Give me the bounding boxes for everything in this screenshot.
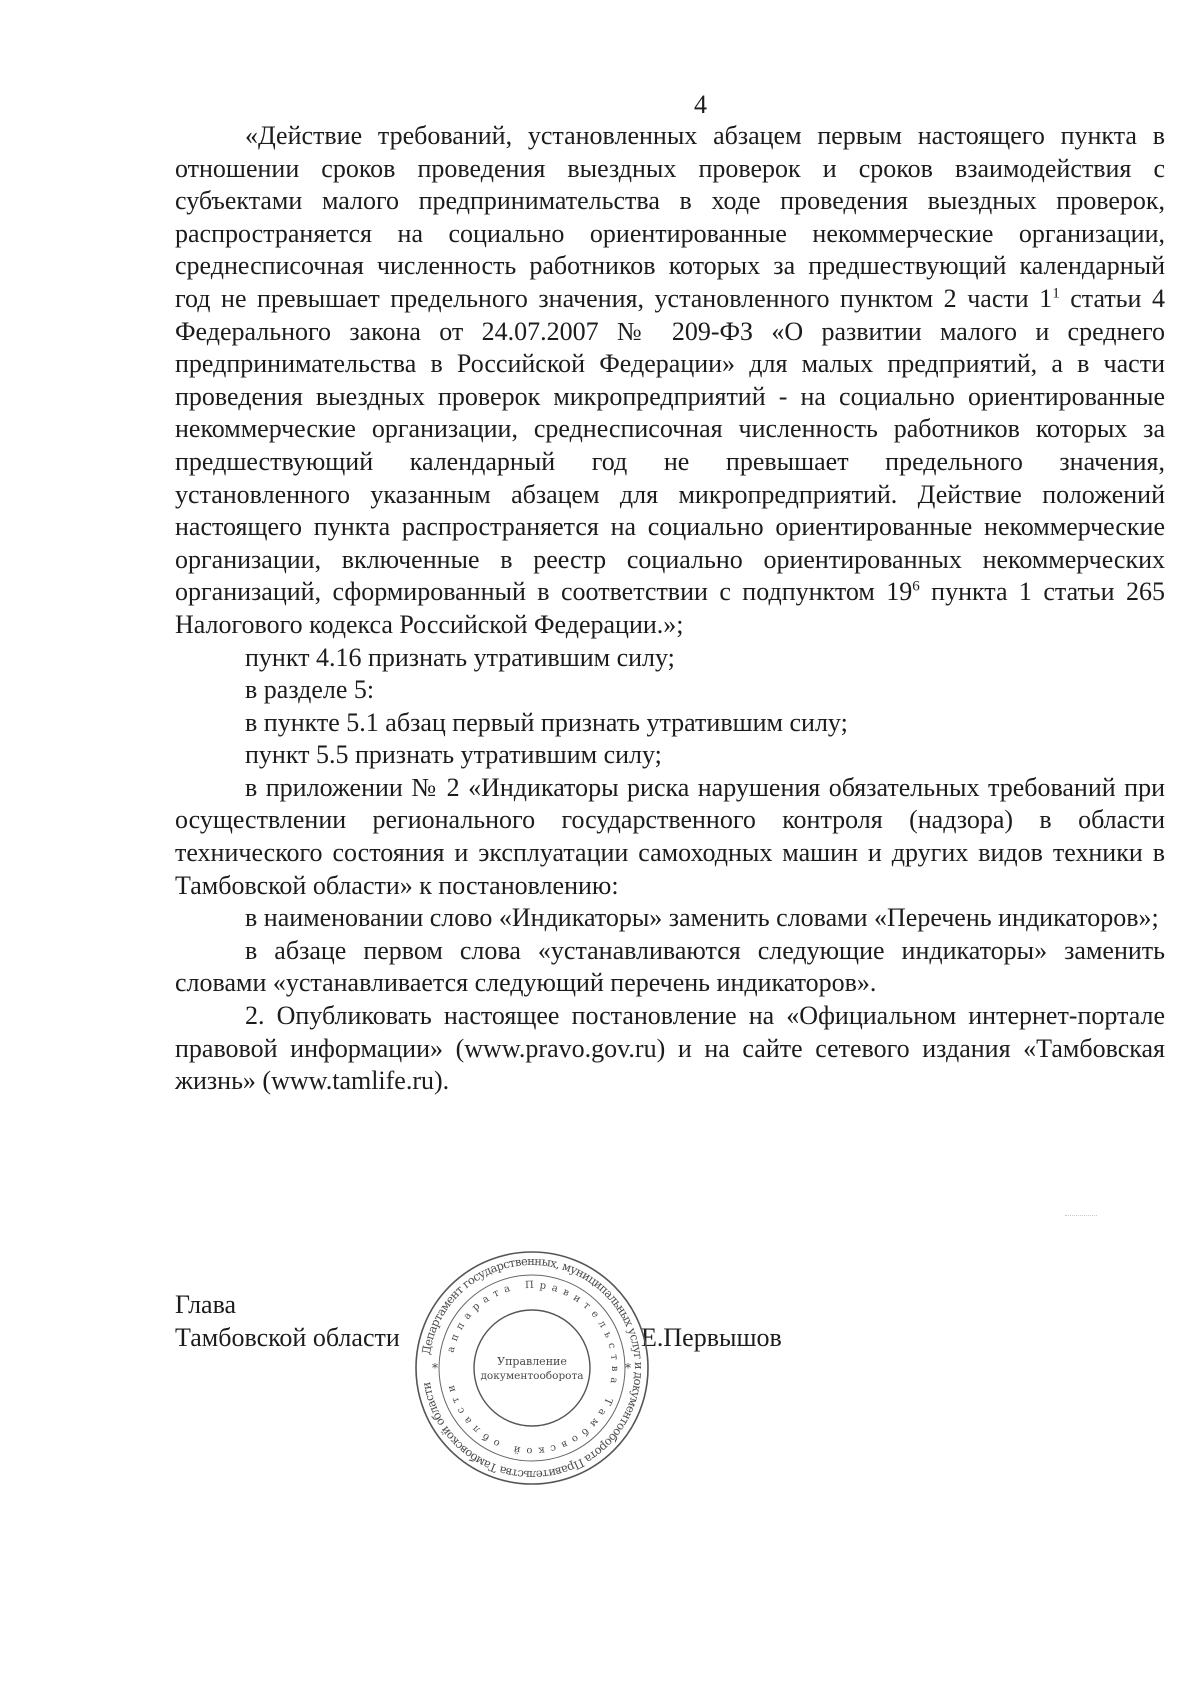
paragraph-text: в абзаце первом слова «устанавливаются следующие индикаторы» заменить словами «устанавливается следующий перечень индикаторов». — [175, 935, 1165, 998]
paragraph-text: в пункте 5.1 абзац первый признать утратившим силу; — [245, 707, 848, 737]
signature-block — [175, 1288, 400, 1354]
superscript: 6 — [912, 578, 920, 595]
paragraph — [175, 772, 1165, 902]
scan-artifact — [1065, 1215, 1097, 1216]
seal-star-icon: * — [432, 1361, 438, 1375]
seal-inner-ring-text: аппарата Правительства Тамбовской области — [445, 1279, 621, 1457]
paragraph-text: в приложении № 2 «Индикаторы риска нарушения обязательных требований при осуществлении регионального государственного контроля (надзора) в области технического состояния и эксплуатации самоходных машин и других видов техники в Тамбовской области» к постановлению: — [175, 772, 1165, 900]
paragraph-text: пункта 1 статьи 265 Налогового кодекса Российской Федерации.»; — [175, 577, 1165, 639]
signatory-name: Е.Первышов — [641, 1323, 782, 1352]
paragraph-text: в наименовании слово «Индикаторы» заменить словами «Перечень индикаторов»; — [245, 903, 1159, 933]
paragraph — [175, 707, 1165, 740]
document-body — [175, 120, 1165, 1098]
paragraph — [175, 935, 1165, 1000]
paragraph — [175, 902, 1165, 935]
paragraph-text: пункт 5.5 признать утратившим силу; — [245, 740, 662, 770]
paragraph — [175, 674, 1165, 707]
page-number: 4 — [694, 90, 707, 119]
paragraph-text: «Действие требований, установленных абзацем первым настоящего пункта в отношении сроков проведения выездных проверок и сроков взаимодействия с субъектами малого предпринимательства в ходе проведения выездных проверок, распространяется на социально ориентированные некоммерческие организации, среднесписочная численность работников которых за предшествующий календарный год не превышает предельного значения, установленного пунктом 2 части 1 — [175, 121, 1165, 313]
seal-star-icon: * — [625, 1361, 631, 1375]
signatory-position-line2: Тамбовской области — [175, 1323, 400, 1352]
paragraph-text: статьи 4 Федерального закона от 24.07.2007 № 209-ФЗ «О развитии малого и среднего предпринимательства в Российской Федерации» для малых предприятий, а в части проведения выездных проверок микропредприятий - на социально ориентированные некоммерческие организации, среднесписочная численность работников которых за предшествующий календарный год не превышает предельного значения, установленного указанным абзацем для микропредприятий. Действие положений настоящего пункта распространяется на социально ориентированные некоммерческие организации, включенные в реестр социально ориентированных некоммерческих организаций, сформированный в соответствии с подпунктом 19 — [175, 283, 1165, 607]
seal-outer-ring-text: Департамент государственных, муниципальных услуг и документооборота Правительства Тамбовской области — [418, 1253, 647, 1483]
seal-center-line2: документооборота — [480, 1370, 584, 1382]
paragraph-text: пункт 4.16 признать утратившим силу; — [245, 642, 675, 672]
paragraph-text: 2. Опубликовать настоящее постановление на «Официальном интернет-портале правовой информации» (www.pravo.gov.ru) и на сайте сетевого издания «Тамбовская жизнь» (www.tamlife.ru). — [175, 1001, 1165, 1096]
seal-center-line1: Управление — [497, 1355, 567, 1368]
superscript: 1 — [1052, 285, 1060, 302]
paragraph — [175, 120, 1165, 642]
official-seal — [412, 1248, 652, 1488]
paragraph — [175, 1000, 1165, 1098]
paragraph-text: в разделе 5: — [245, 675, 375, 705]
paragraph — [175, 739, 1165, 772]
signatory-position-line1: Глава — [175, 1290, 237, 1319]
paragraph — [175, 642, 1165, 675]
